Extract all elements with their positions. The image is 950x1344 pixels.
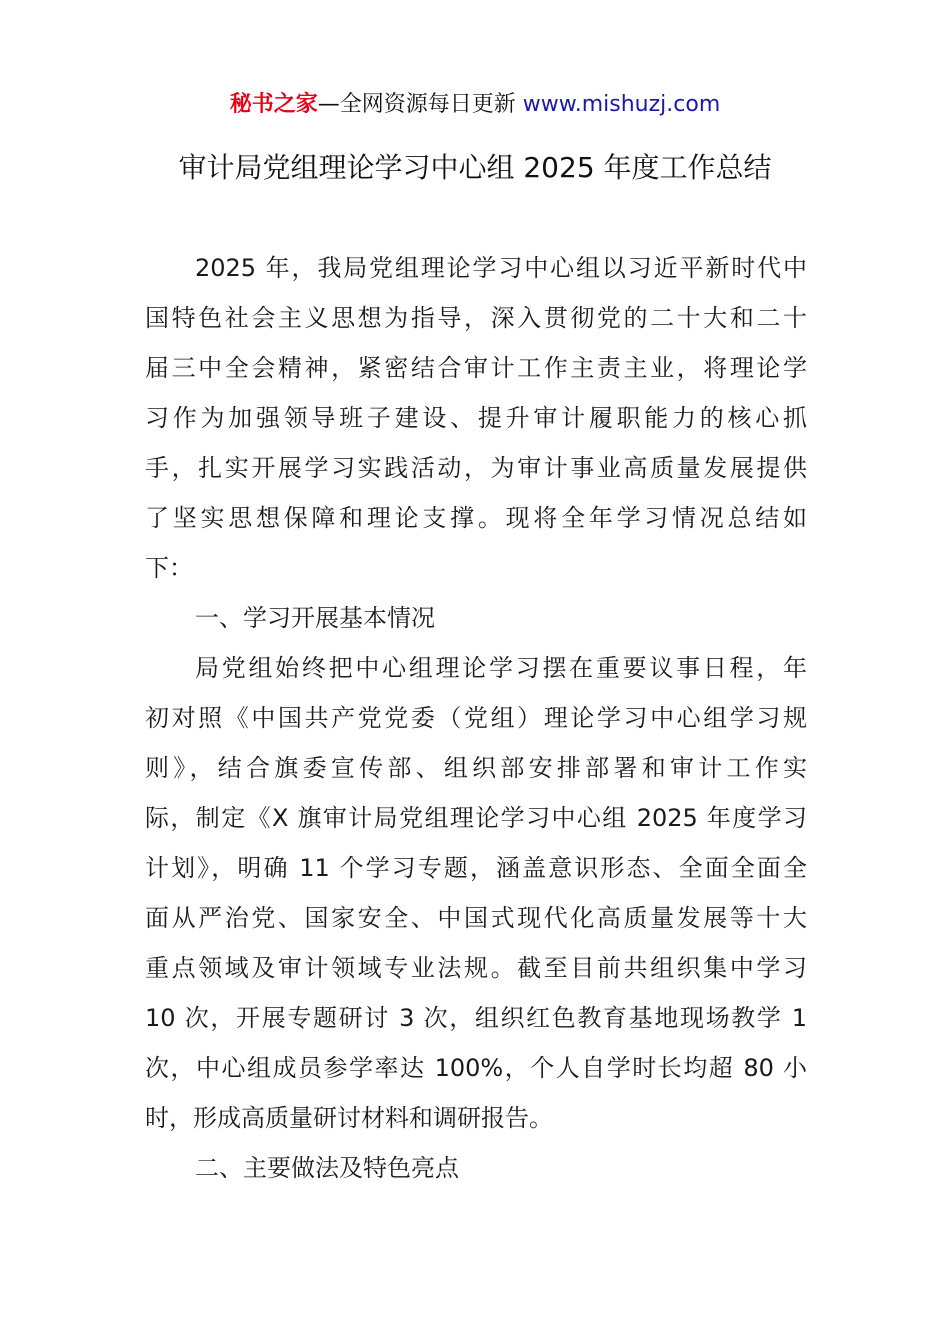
body-line: 届三中全会精神，紧密结合审计工作主责主业，将理论学 bbox=[145, 354, 807, 382]
site-header bbox=[0, 88, 950, 122]
body-line: 初对照《中国共产党党委（党组）理论学习中心组学习规 bbox=[145, 704, 807, 732]
body-line: 10 次，开展专题研讨 3 次，组织红色教育基地现场教学 1 bbox=[145, 1004, 807, 1032]
body-line: 则》，结合旗委宣传部、组织部安排部署和审计工作实 bbox=[145, 754, 807, 782]
body-line: 手，扎实开展学习实践活动，为审计事业高质量发展提供 bbox=[145, 454, 807, 482]
body-line: 时，形成高质量研讨材料和调研报告。 bbox=[145, 1104, 553, 1132]
site-url-link[interactable]: www.mishuzj.com bbox=[522, 92, 721, 117]
body-line: 2025 年，我局党组理论学习中心组以习近平新时代中 bbox=[195, 254, 807, 282]
site-brand: 秘书之家 bbox=[229, 92, 318, 117]
body-line: 面从严治党、国家安全、中国式现代化高质量发展等十大 bbox=[145, 904, 807, 932]
body-line: 计划》，明确 11 个学习专题，涵盖意识形态、全面全面全 bbox=[145, 854, 807, 882]
body-line: 国特色社会主义思想为指导，深入贯彻党的二十大和二十 bbox=[145, 304, 807, 332]
body-line: 局党组始终把中心组理论学习摆在重要议事日程，年 bbox=[195, 654, 807, 682]
document-title: 审计局党组理论学习中心组 2025 年度工作总结 bbox=[178, 151, 772, 184]
body-line: 际，制定《X 旗审计局党组理论学习中心组 2025 年度学习 bbox=[145, 804, 807, 832]
body-line: 次，中心组成员参学率达 100%，个人自学时长均超 80 小 bbox=[145, 1054, 807, 1082]
body-line: 重点领域及审计领域专业法规。截至目前共组织集中学习 bbox=[145, 954, 807, 982]
body-line: 一、学习开展基本情况 bbox=[195, 604, 435, 632]
body-line: 习作为加强领导班子建设、提升审计履职能力的核心抓 bbox=[145, 404, 807, 432]
body-line: 二、主要做法及特色亮点 bbox=[195, 1154, 459, 1182]
body-line: 下： bbox=[145, 554, 193, 582]
body-line: 了坚实思想保障和理论支撑。现将全年学习情况总结如 bbox=[145, 504, 807, 532]
document-body bbox=[145, 243, 807, 1193]
site-tagline: —全网资源每日更新 bbox=[317, 92, 523, 117]
